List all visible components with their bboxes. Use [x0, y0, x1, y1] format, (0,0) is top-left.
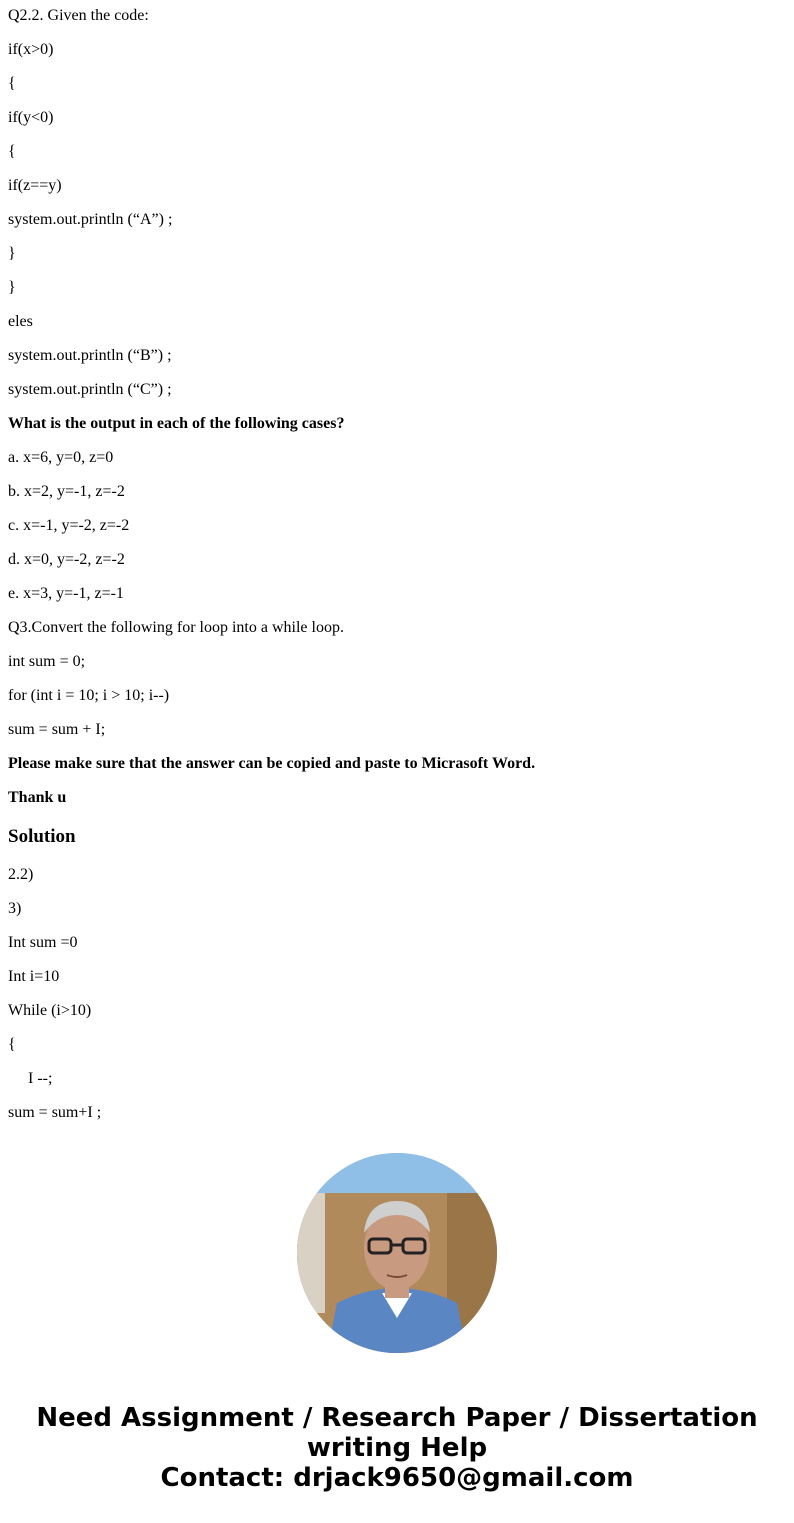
question-line: system.out.println (“B”) ;: [8, 347, 172, 364]
question-line: if(x>0): [8, 41, 54, 58]
solution-line: sum = sum+I ;: [8, 1104, 102, 1121]
question-line: d. x=0, y=-2, z=-2: [8, 551, 125, 568]
author-avatar: [297, 1153, 497, 1353]
solution-line: {: [8, 1036, 16, 1053]
person-photo-icon: [297, 1153, 497, 1353]
promo-line-2: writing Help: [306, 1433, 488, 1463]
question-line: Q3.Convert the following for loop into a while loop.: [8, 619, 344, 636]
solution-line: 3): [8, 900, 22, 917]
solution-line: 2.2): [8, 866, 34, 883]
solution-text: [8, 866, 101, 1138]
question-line: Please make sure that the answer can be copied and paste to Micrasoft Word.: [8, 755, 536, 772]
promo-contact: Contact: drjack9650@gmail.com: [160, 1463, 634, 1493]
question-line: system.out.println (“C”) ;: [8, 381, 172, 398]
question-line: sum = sum + I;: [8, 721, 106, 738]
question-line: {: [8, 143, 16, 160]
question-line: for (int i = 10; i > 10; i--): [8, 687, 170, 704]
question-text: [8, 7, 535, 823]
question-line: }: [8, 279, 16, 296]
solution-heading: Solution: [8, 826, 76, 847]
question-line: if(y<0): [8, 109, 54, 126]
solution-line: Int sum =0: [8, 934, 78, 951]
promo-banner: [0, 1403, 794, 1493]
solution-line: While (i>10): [8, 1002, 92, 1019]
question-line: Q2.2. Given the code:: [8, 7, 149, 24]
question-line: What is the output in each of the following cases?: [8, 415, 345, 432]
question-line: system.out.println (“A”) ;: [8, 211, 173, 228]
question-line: {: [8, 75, 16, 92]
question-line: a. x=6, y=0, z=0: [8, 449, 114, 466]
question-line: e. x=3, y=-1, z=-1: [8, 585, 124, 602]
question-line: eles: [8, 313, 33, 330]
question-line: c. x=-1, y=-2, z=-2: [8, 517, 130, 534]
question-line: b. x=2, y=-1, z=-2: [8, 483, 125, 500]
solution-line: Int i=10: [8, 968, 60, 985]
question-line: if(z==y): [8, 177, 62, 194]
question-line: }: [8, 245, 16, 262]
promo-line-1: Need Assignment / Research Paper / Dissertation: [36, 1403, 758, 1433]
question-line: Thank u: [8, 789, 67, 806]
solution-line: I --;: [28, 1070, 53, 1087]
question-line: int sum = 0;: [8, 653, 86, 670]
